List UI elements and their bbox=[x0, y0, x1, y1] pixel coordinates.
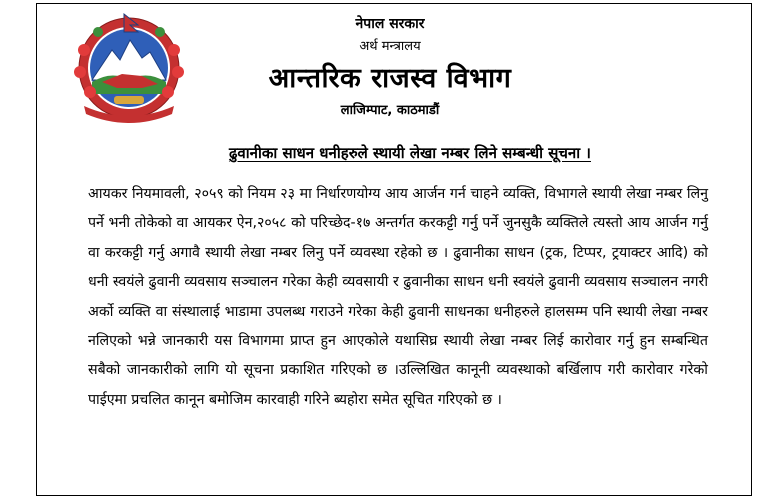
nepal-emblem-icon bbox=[62, 10, 196, 124]
government-name: नेपाल सरकार bbox=[355, 16, 425, 32]
notice-body bbox=[88, 180, 708, 415]
ministry-name: अर्थ मन्त्रालय bbox=[359, 39, 421, 54]
office-address: लाजिम्पाट, काठमाडौं bbox=[340, 103, 440, 118]
notice-subject: ढुवानीका साधन धनीहरुले स्थायी लेखा नम्बर लिने सम्बन्धी सूचना । bbox=[228, 144, 591, 162]
notice-body-paragraph: आयकर नियमावली, २०५९ को नियम २३ मा निर्धारणयोग्य आय आर्जन गर्न चाहने व्यक्ति, विभागले स्थायी लेखा नम्बर लिनु पर्ने भनी तोकेको वा आयकर ऐन,२०५८ को परिच्छेद-१७ अन्तर्गत करकट्टी गर्नु पर्ने जुनसुकै व्यक्तिले त्यस्तो आय आर्जन गर्नु वा करकट्टी गर्नु अगावै स्थायी लेखा नम्बर लिनु पर्ने व्यवस्था रहेको छ । ढुवानीका साधन (ट्रक, टिप्पर, ट्रयाक्टर आदि) को धनी स्वयंले ढुवानी व्यवसाय सञ्चालन गरेका केही व्यवसायी र ढुवानीका साधन धनी स्वयंले ढुवानी व्यवसाय सञ्चालन नगरी अर्को व्यक्ति वा संस्थालाई भाडामा उपलब्ध गराउने गरेका केही ढुवानी साधनका धनीहरुले हालसम्म पनि स्थायी लेखा नम्बर नलिएको भन्ने जानकारी यस विभागमा प्राप्त हुन आएकोले यथासिघ्र स्थायी लेखा नम्बर लिई कारोवार गर्नु हुन सम्बन्धित सबैको जानकारीको लागि यो सूचना प्रकाशित गरिएको छ ।उल्लिखित कानूनी व्यवस्थाको बर्खिलाप गरी कारोवार गरेको पाईएमा प्रचलित कानून बमोजिम कारवाही गरिने ब्यहोरा समेत सूचित गरिएको छ । bbox=[88, 186, 708, 408]
department-title: आन्तरिक राजस्व विभाग bbox=[268, 63, 512, 94]
